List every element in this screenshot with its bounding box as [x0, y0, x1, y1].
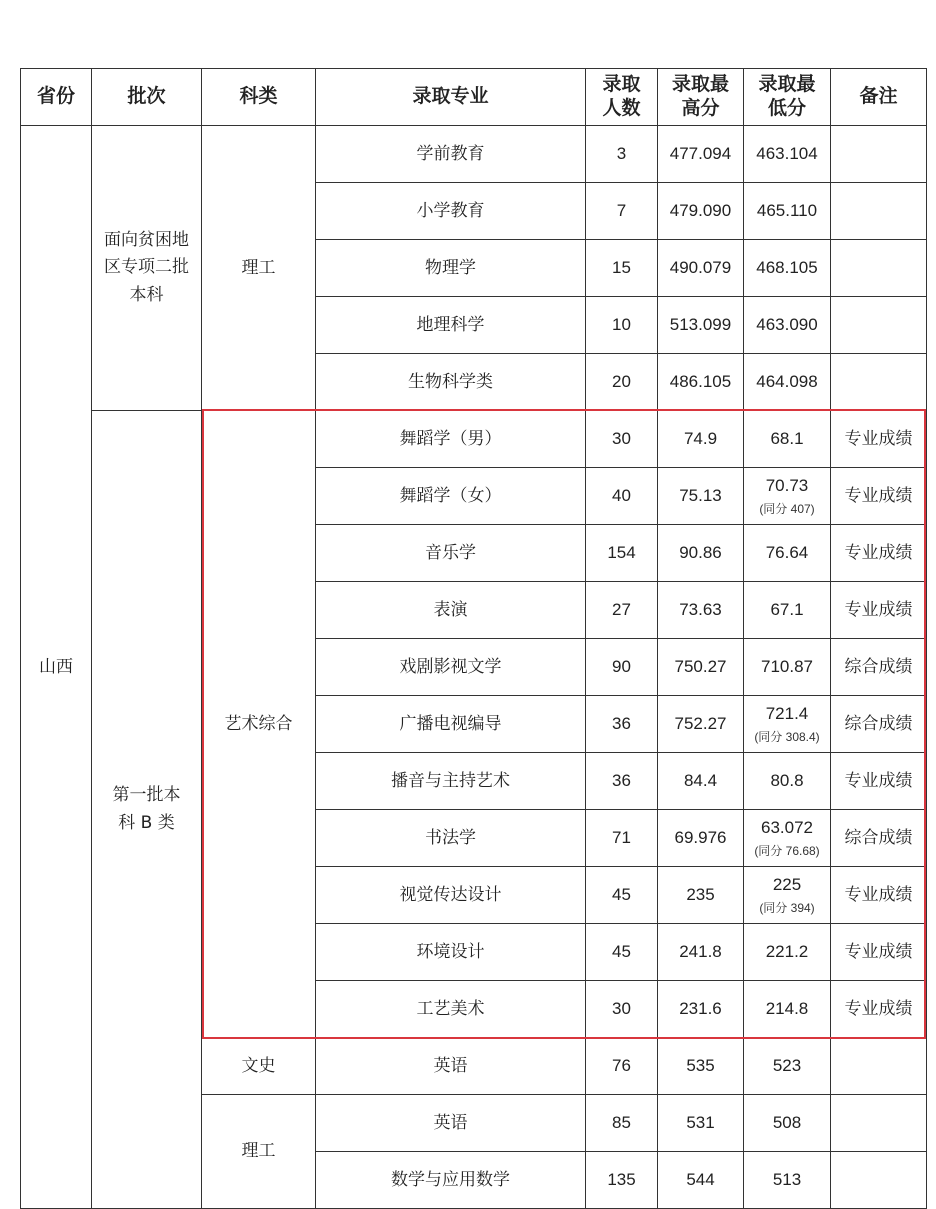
major-cell: 舞蹈学（女） — [316, 468, 586, 525]
major-cell: 音乐学 — [316, 525, 586, 582]
major-cell: 环境设计 — [316, 924, 586, 981]
major-cell: 英语 — [316, 1038, 586, 1095]
min-score-cell: 523 — [744, 1038, 831, 1095]
note-cell — [831, 240, 927, 297]
note-cell — [831, 354, 927, 411]
min-score-cell: 721.4 (同分 308.4) — [744, 696, 831, 753]
max-score-cell: 241.8 — [658, 924, 744, 981]
header-min: 录取最低分 — [744, 69, 831, 126]
header-province: 省份 — [21, 69, 92, 126]
max-score-cell: 235 — [658, 867, 744, 924]
min-score-cell: 463.104 — [744, 126, 831, 183]
min-score-cell: 508 — [744, 1095, 831, 1152]
count-cell: 30 — [586, 981, 658, 1038]
count-cell: 45 — [586, 924, 658, 981]
max-score-cell: 90.86 — [658, 525, 744, 582]
max-score-cell: 544 — [658, 1152, 744, 1209]
max-score-cell: 73.63 — [658, 582, 744, 639]
min-score-cell: 464.098 — [744, 354, 831, 411]
count-cell: 45 — [586, 867, 658, 924]
tie-score-note: (同分 308.4) — [754, 729, 820, 744]
tie-score-note: (同分 394) — [759, 900, 815, 915]
max-score-cell: 531 — [658, 1095, 744, 1152]
count-cell: 20 — [586, 354, 658, 411]
min-score-cell: 63.072 (同分 76.68) — [744, 810, 831, 867]
major-cell: 生物科学类 — [316, 354, 586, 411]
category-cell: 文史 — [202, 1038, 316, 1095]
category-cell: 理工 — [202, 126, 316, 411]
count-cell: 76 — [586, 1038, 658, 1095]
table-row — [21, 126, 927, 183]
count-cell: 3 — [586, 126, 658, 183]
min-score-cell: 463.090 — [744, 297, 831, 354]
major-cell: 视觉传达设计 — [316, 867, 586, 924]
major-cell: 地理科学 — [316, 297, 586, 354]
major-cell: 戏剧影视文学 — [316, 639, 586, 696]
header-note: 备注 — [831, 69, 927, 126]
note-cell — [831, 1038, 927, 1095]
note-cell — [831, 183, 927, 240]
count-cell: 85 — [586, 1095, 658, 1152]
max-score-cell: 490.079 — [658, 240, 744, 297]
note-cell: 综合成绩 — [831, 810, 927, 867]
major-cell: 工艺美术 — [316, 981, 586, 1038]
header-row — [21, 69, 927, 126]
note-cell — [831, 126, 927, 183]
note-cell — [831, 1152, 927, 1209]
min-score-cell: 710.87 — [744, 639, 831, 696]
max-score-cell: 231.6 — [658, 981, 744, 1038]
min-score-cell: 513 — [744, 1152, 831, 1209]
min-score-cell: 70.73 (同分 407) — [744, 468, 831, 525]
major-cell: 物理学 — [316, 240, 586, 297]
admission-table — [20, 68, 927, 1209]
note-cell: 专业成绩 — [831, 867, 927, 924]
category-cell: 理工 — [202, 1095, 316, 1209]
max-score-cell: 69.976 — [658, 810, 744, 867]
note-cell: 专业成绩 — [831, 981, 927, 1038]
major-cell: 英语 — [316, 1095, 586, 1152]
header-major: 录取专业 — [316, 69, 586, 126]
major-cell: 广播电视编导 — [316, 696, 586, 753]
batch-cell: 第一批本科 B 类 — [92, 411, 202, 1209]
count-cell: 15 — [586, 240, 658, 297]
count-cell: 71 — [586, 810, 658, 867]
batch-cell: 面向贫困地区专项二批本科 — [92, 126, 202, 411]
count-cell: 27 — [586, 582, 658, 639]
max-score-cell: 74.9 — [658, 411, 744, 468]
count-cell: 7 — [586, 183, 658, 240]
header-category: 科类 — [202, 69, 316, 126]
major-cell: 表演 — [316, 582, 586, 639]
min-score-cell: 67.1 — [744, 582, 831, 639]
count-cell: 36 — [586, 753, 658, 810]
tie-score-note: (同分 76.68) — [754, 843, 820, 858]
count-cell: 40 — [586, 468, 658, 525]
major-cell: 小学教育 — [316, 183, 586, 240]
min-score-cell: 76.64 — [744, 525, 831, 582]
major-cell: 舞蹈学（男） — [316, 411, 586, 468]
min-score-cell: 80.8 — [744, 753, 831, 810]
count-cell: 135 — [586, 1152, 658, 1209]
min-score-cell: 68.1 — [744, 411, 831, 468]
count-cell: 10 — [586, 297, 658, 354]
major-cell: 学前教育 — [316, 126, 586, 183]
note-cell — [831, 1095, 927, 1152]
min-score-cell: 225 (同分 394) — [744, 867, 831, 924]
max-score-cell: 75.13 — [658, 468, 744, 525]
max-score-cell: 750.27 — [658, 639, 744, 696]
major-cell: 书法学 — [316, 810, 586, 867]
table-row — [21, 411, 927, 468]
major-cell: 数学与应用数学 — [316, 1152, 586, 1209]
min-score-cell: 221.2 — [744, 924, 831, 981]
note-cell: 专业成绩 — [831, 411, 927, 468]
max-score-cell: 486.105 — [658, 354, 744, 411]
min-score-cell: 468.105 — [744, 240, 831, 297]
count-cell: 30 — [586, 411, 658, 468]
note-cell: 专业成绩 — [831, 468, 927, 525]
note-cell: 专业成绩 — [831, 924, 927, 981]
header-batch: 批次 — [92, 69, 202, 126]
note-cell — [831, 297, 927, 354]
min-score-cell: 465.110 — [744, 183, 831, 240]
province-cell: 山西 — [21, 126, 92, 1209]
major-cell: 播音与主持艺术 — [316, 753, 586, 810]
category-cell: 艺术综合 — [202, 411, 316, 1038]
note-cell: 专业成绩 — [831, 582, 927, 639]
header-max: 录取最高分 — [658, 69, 744, 126]
max-score-cell: 84.4 — [658, 753, 744, 810]
count-cell: 90 — [586, 639, 658, 696]
count-cell: 36 — [586, 696, 658, 753]
max-score-cell: 535 — [658, 1038, 744, 1095]
max-score-cell: 752.27 — [658, 696, 744, 753]
note-cell: 综合成绩 — [831, 639, 927, 696]
header-count: 录取人数 — [586, 69, 658, 126]
count-cell: 154 — [586, 525, 658, 582]
tie-score-note: (同分 407) — [759, 501, 815, 516]
note-cell: 专业成绩 — [831, 753, 927, 810]
min-score-cell: 214.8 — [744, 981, 831, 1038]
note-cell: 专业成绩 — [831, 525, 927, 582]
note-cell: 综合成绩 — [831, 696, 927, 753]
max-score-cell: 513.099 — [658, 297, 744, 354]
max-score-cell: 477.094 — [658, 126, 744, 183]
max-score-cell: 479.090 — [658, 183, 744, 240]
